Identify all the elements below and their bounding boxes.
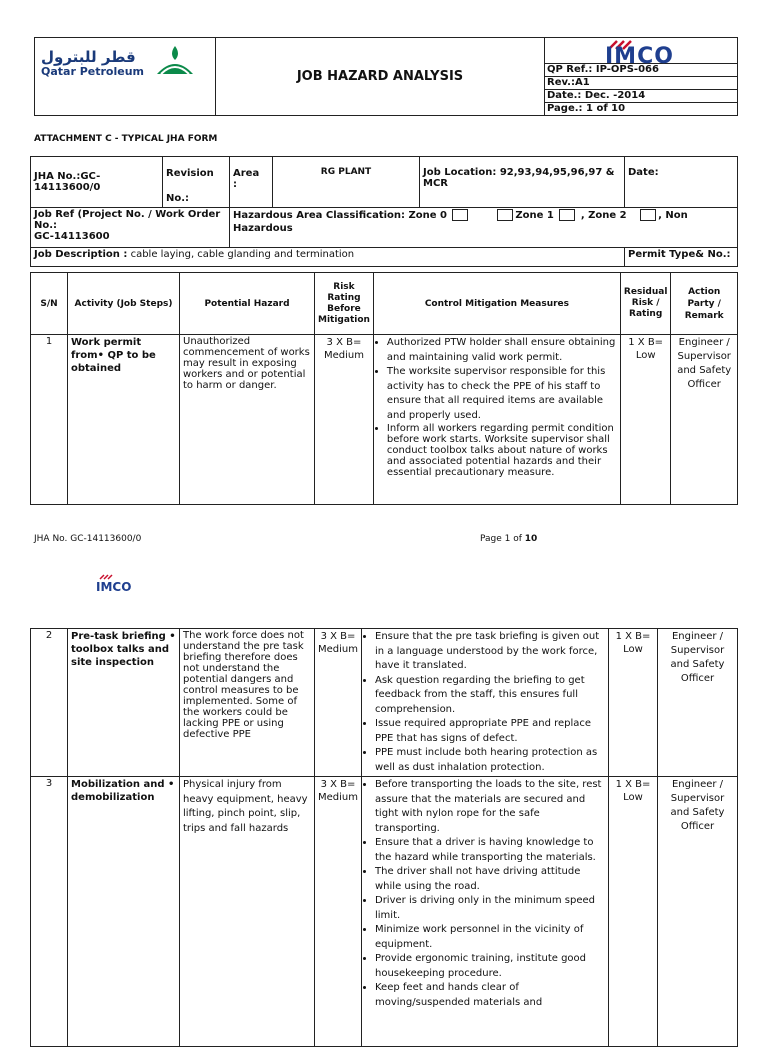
area-label: Area <box>233 168 260 179</box>
col-risk: Risk Rating Before Mitigation <box>315 273 374 335</box>
row-residual: 1 X B= Low <box>620 335 670 505</box>
revision: Rev.:A1 <box>545 76 737 89</box>
row-activity: Work permit from• QP to be obtained <box>68 335 180 505</box>
logo-english-text: Qatar Petroleum <box>41 65 144 78</box>
control-item: • Ask question regarding the briefing to get feedback from the staff, this ensures full comprehension. <box>375 674 605 718</box>
imco-logo <box>545 38 737 69</box>
hazardous-area-label: Hazardous Area Classification: Zone 0 <box>233 210 447 221</box>
col-residual: Residual Risk / Rating <box>620 273 670 335</box>
document-header <box>34 37 738 116</box>
col-action: Action Party / Remark <box>671 273 738 335</box>
row-hazard: The work force does not understand the pre task briefing therefore does not understand the potential dangers and control measures to be implemented. Some of the workers could be lacking PPE or using defective PPE <box>180 629 315 777</box>
zone-1-checkbox[interactable] <box>497 209 513 221</box>
qp-ref: QP Ref.: IP-OPS-066 <box>545 63 737 76</box>
control-item: • Provide ergonomic training, institute good housekeeping procedure. <box>375 952 605 981</box>
row-controls <box>362 777 609 1047</box>
control-item: • Keep feet and hands clear of moving/suspended materials and <box>375 981 605 1010</box>
control-item: • Authorized PTW holder shall ensure obtaining and maintaining valid work permit. <box>387 336 617 365</box>
zone-0-checkbox[interactable] <box>452 209 468 221</box>
revision-no-label: No.: <box>166 193 190 204</box>
row-hazard: Unauthorized commencement of works may result in exposing workers and or potential to harm or danger. <box>180 335 315 505</box>
hazardous-area-cell <box>230 208 738 248</box>
job-description-cell <box>31 248 625 267</box>
jha-number: JHA No.:GC-14113600/0 <box>31 157 163 208</box>
job-ref-cell <box>31 208 230 248</box>
area-cell <box>230 157 273 208</box>
table-row <box>31 629 738 777</box>
table-row <box>31 335 738 505</box>
hazard-table-page2 <box>30 628 738 1047</box>
area-value: RG PLANT <box>273 157 420 208</box>
attachment-heading: ATTACHMENT C - TYPICAL JHA FORM <box>34 134 218 144</box>
control-item: • Ensure that the pre task briefing is given out in a language understood by the work force, have it translated. <box>375 630 605 674</box>
job-location: Job Location: 92,93,94,95,96,97 & MCR <box>420 157 625 208</box>
permit-type: Permit Type& No.: <box>625 248 738 267</box>
row-residual: 1 X B= Low <box>609 777 658 1047</box>
control-item: • Minimize work personnel in the vicinity of equipment. <box>375 923 605 952</box>
control-item: • PPE must include both hearing protection as well as dust inhalation protection. <box>375 746 605 775</box>
row-activity: Mobilization and • demobilization <box>68 777 180 1047</box>
row-controls <box>362 629 609 777</box>
revision-no-cell <box>163 157 230 208</box>
qp-logo-cell <box>35 38 216 116</box>
issue-date: Date.: Dec. -2014 <box>545 89 737 102</box>
job-ref-label: Job Ref (Project No. / Work Order No.: <box>34 209 221 231</box>
row-action: Engineer / Supervisor and Safety Officer <box>658 777 738 1047</box>
footer-page-total: 10 <box>524 534 538 544</box>
page-count: Page.: 1 of 10 <box>545 102 737 115</box>
row-hazard: Physical injury from heavy equipment, heavy lifting, pinch point, slip, trips and fall hazards <box>180 777 315 1047</box>
qp-emblem-icon <box>153 44 197 78</box>
revision-label: Revision <box>166 168 214 179</box>
footer-page-number <box>480 534 537 544</box>
control-item: • Ensure that a driver is having knowledge to the hazard while transporting the materials. <box>375 836 605 865</box>
row-action: Engineer / Supervisor and Safety Officer <box>658 629 738 777</box>
document-title: JOB HAZARD ANALYSIS <box>216 38 545 116</box>
row-controls <box>373 335 620 505</box>
footer-page-prefix: Page 1 of <box>480 534 525 544</box>
imco-small-logo-text: IMCO <box>96 580 132 594</box>
imco-logo-text: IMCO <box>605 44 674 69</box>
control-item: • Before transporting the loads to the site, rest assure that the materials are secured and tight with nylon rope for the safe transporting. <box>375 778 605 836</box>
control-item: • Driver is driving only in the minimum speed limit. <box>375 894 605 923</box>
row-risk: 3 X B= Medium <box>315 335 374 505</box>
hazardous-label: Hazardous <box>233 223 293 234</box>
col-control: Control Mitigation Measures <box>373 273 620 335</box>
column-header-row <box>31 273 738 335</box>
hazard-table-page1 <box>30 272 738 505</box>
imco-swoosh-icon <box>99 574 115 580</box>
job-ref-value: GC-14113600 <box>34 231 110 242</box>
row-sn: 1 <box>31 335 68 505</box>
control-item: • The driver shall not have driving attitude while using the road. <box>375 865 605 894</box>
table-row <box>31 777 738 1047</box>
row-sn: 2 <box>31 629 68 777</box>
row-risk: 3 X B= Medium <box>315 629 362 777</box>
job-description-label: Job Description : <box>34 249 128 260</box>
control-item: • The worksite supervisor responsible for this activity has to check the PPE of his staff to ensure that all required items are available and properly used. <box>387 365 617 423</box>
zone-2-label: , Zone 2 <box>580 210 627 221</box>
control-item: • Inform all workers regarding permit condition before work starts. Worksite supervisor shall conduct toolbox talks about nature of works and associated potential hazards and their essential precautionary measure. <box>387 423 617 478</box>
non-hazardous-label: , Non <box>658 210 688 221</box>
qatar-petroleum-logo <box>39 42 211 82</box>
zone-1-box-2[interactable] <box>559 209 575 221</box>
col-activity: Activity (Job Steps) <box>68 273 180 335</box>
control-item: • Issue required appropriate PPE and replace PPE that has signs of defect. <box>375 717 605 746</box>
row-action: Engineer / Supervisor and Safety Officer <box>671 335 738 505</box>
date-field: Date: <box>625 157 738 208</box>
col-sn: S/N <box>31 273 68 335</box>
job-description-value: cable laying, cable glanding and termination <box>130 249 355 260</box>
logo-arabic-text: قطر للبترول <box>41 48 136 66</box>
col-hazard: Potential Hazard <box>180 273 315 335</box>
doc-meta-cell <box>545 38 738 116</box>
row-sn: 3 <box>31 777 68 1047</box>
imco-small-logo <box>96 576 131 595</box>
area-colon: : <box>233 179 237 190</box>
row-risk: 3 X B= Medium <box>315 777 362 1047</box>
footer-jha-number: JHA No. GC-14113600/0 <box>34 534 142 544</box>
jha-info-table <box>30 156 738 267</box>
row-activity: Pre-task briefing • toolbox talks and site inspection <box>68 629 180 777</box>
row-residual: 1 X B= Low <box>609 629 658 777</box>
zone-1-label: Zone 1 <box>515 210 554 221</box>
zone-2-checkbox[interactable] <box>640 209 656 221</box>
